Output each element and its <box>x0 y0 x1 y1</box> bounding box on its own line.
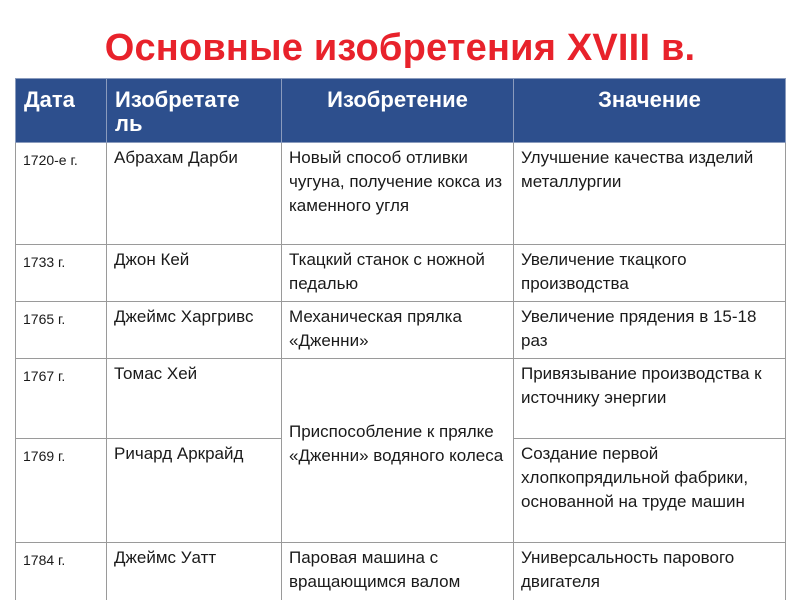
cell-invention: Ткацкий станок с ножной педалью <box>282 245 514 302</box>
header-date: Дата <box>16 79 107 143</box>
cell-date: 1769 г. <box>16 439 107 543</box>
cell-significance: Привязывание производства к источнику энергии <box>514 359 786 439</box>
cell-significance: Увеличение ткацкого производства <box>514 245 786 302</box>
table-row <box>16 359 786 439</box>
cell-date: 1765 г. <box>16 302 107 359</box>
cell-inventor: Ричард Аркрайд <box>107 439 282 543</box>
cell-inventor: Абрахам Дарби <box>107 143 282 245</box>
table-row <box>16 245 786 302</box>
cell-invention: Новый способ отливки чугуна, получение кокса из каменного угля <box>282 143 514 245</box>
table-row <box>16 143 786 245</box>
page-title: Основные изобретения XVIII в. <box>104 27 696 69</box>
cell-date: 1784 г. <box>16 543 107 600</box>
cell-invention-merged: Приспособление к прялке «Дженни» водяного колеса <box>282 359 514 543</box>
header-inventor: Изобретате ль <box>107 79 282 143</box>
table-row <box>16 543 786 600</box>
cell-significance: Создание первой хлопкопрядильной фабрики, основанной на труде машин <box>514 439 786 543</box>
cell-inventor: Джеймс Уатт <box>107 543 282 600</box>
cell-date: 1733 г. <box>16 245 107 302</box>
cell-date: 1767 г. <box>16 359 107 439</box>
cell-inventor: Джеймс Харгривс <box>107 302 282 359</box>
cell-significance: Увеличение прядения в 15-18 раз <box>514 302 786 359</box>
cell-invention: Паровая машина с вращающимся валом <box>282 543 514 600</box>
inventions-table <box>15 78 786 600</box>
cell-inventor: Томас Хей <box>107 359 282 439</box>
cell-invention: Механическая прялка «Дженни» <box>282 302 514 359</box>
table-header-row <box>16 79 786 143</box>
cell-significance: Универсальность парового двигателя <box>514 543 786 600</box>
table-row <box>16 302 786 359</box>
header-invention: Изобретение <box>282 79 514 143</box>
cell-inventor: Джон Кей <box>107 245 282 302</box>
cell-date: 1720-е г. <box>16 143 107 245</box>
cell-significance: Улучшение качества изделий металлургии <box>514 143 786 245</box>
header-significance: Значение <box>514 79 786 143</box>
